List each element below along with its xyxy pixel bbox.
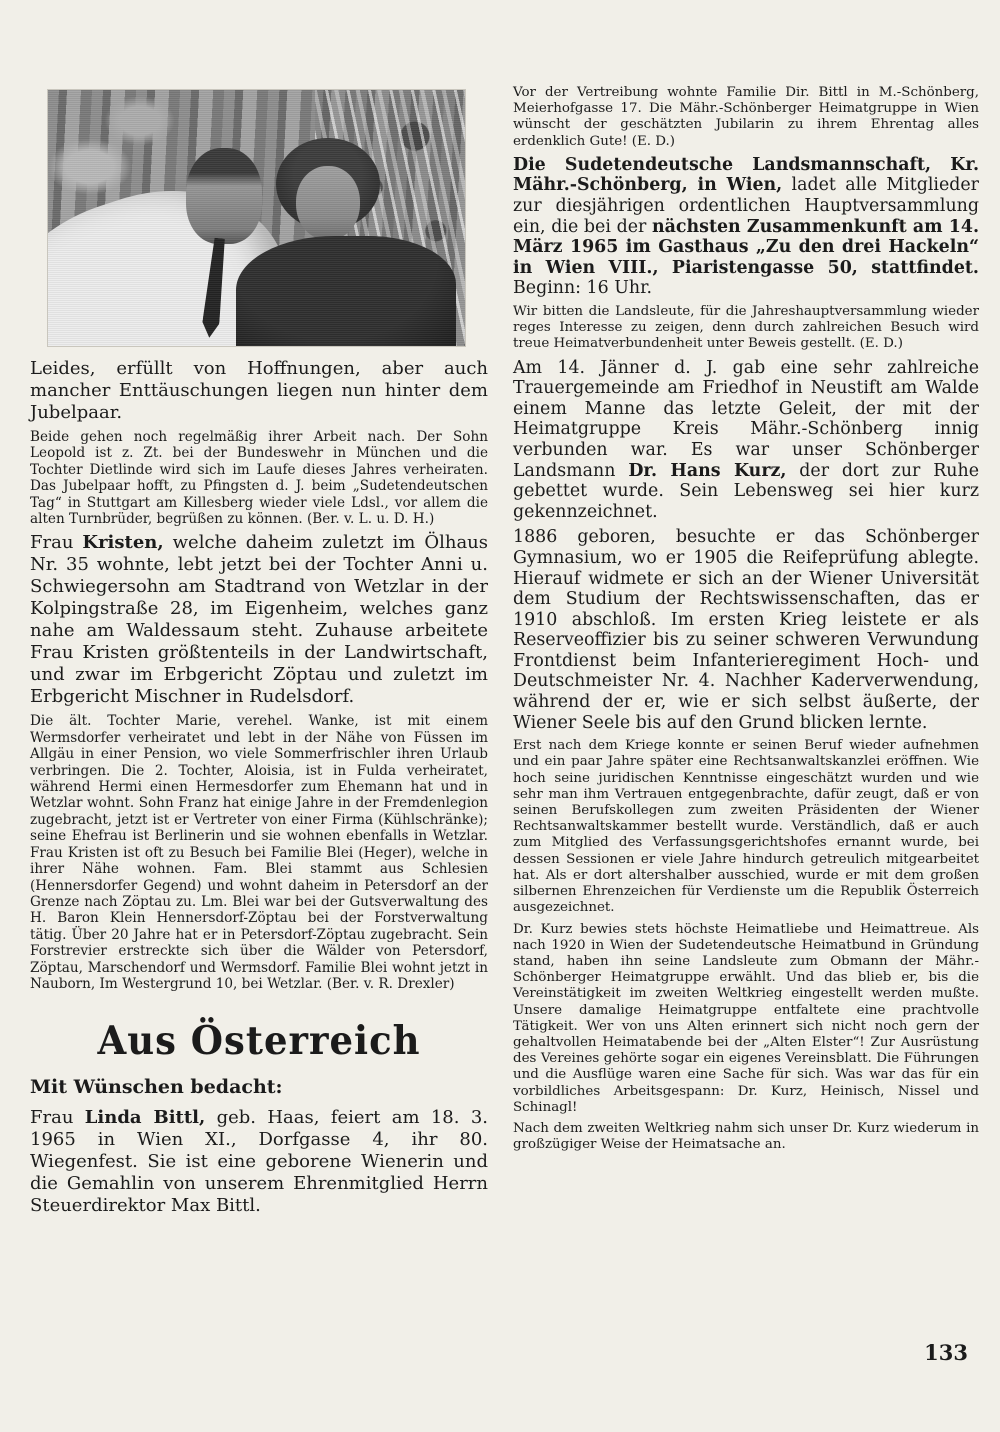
paragraph-kristen-post: welche daheim zuletzt im Ölhaus Nr. 35 wohnte, lebt jetzt bei der Tochter Anni u. Schwiegersohn am Stadtrand von Wetzlar in der Kolpingstraße 28, im Eigenheim, welches ganz nahe am Waldessaum steht. Zuhause arbeitete Frau Kristen größtenteils in der Landwirtschaft, und zwar im Erbgericht Zöptau und zuletzt im Erbgericht Mischner in Rudelsdorf. [30,532,489,708]
photo-caption: Leides, erfüllt von Hoffnungen, aber auch mancher Enttäuschungen liegen nun hinter dem Jubelpaar. [30,358,488,423]
jubilee-couple-photo [48,90,465,346]
paragraph-linda-pre: Frau [30,1107,85,1129]
right-column [513,85,979,1158]
paragraph-kristen-pre: Frau [30,532,83,554]
paragraph-biography: 1886 geboren, besuchte er das Schönberger Gymnasium, wo er 1905 die Reifeprüfung ablegte. Hierauf widmete er sich an der Wiener Universität dem Studium der Rechtswissenschaften, das er 1910 abschloß. Im ersten Krieg leistete er als Reserveoffizier bis zu seiner schweren Verwundung Frontdienst beim Infanterieregiment Hoch- und Deutschmeister Nr. 4. Nachher Kaderverwendung, während der er, wie er sich selbst äußerte, der Wiener Seele bis auf den Grund blicken lernte. [513,527,979,733]
paragraph-landsmannschaft-bold-intro: Die Sudetendeutsche Landsmannschaft, Kr. Mähr.-Schönberg, in Wien, [513,154,979,196]
paragraph-kristen-bold: Kristen, [82,532,164,554]
paragraph-funeral-bold: Dr. Hans Kurz, [628,460,787,481]
paragraph-linda-post: geb. Haas, feiert am 18. 3. 1965 in Wien XI., Dorfgasse 4, ihr 80. Wiegenfest. Sie ist eine geborene Wienerin und die Gemahlin von unserem Ehrenmitglied Herrn Steuerdirektor Max Bittl. [30,1107,488,1217]
paragraph-landsmannschaft [513,155,979,299]
paragraph-career: Erst nach dem Kriege konnte er seinen Beruf wieder aufnehmen und ein paar Jahre später eine Rechtsanwaltskanzlei eröffnen. Wie hoch seine juridischen Kenntnisse eingeschätzt wurden und wie sehr man ihm Vertrauen entgegenbrachte, dafür zeugt, daß er von seinen Berufskollegen zum zweiten Präsidenten der Wiener Rechtsanwaltskammer bestellt wurde. Verständlich, daß er auch zum Mitglied des Verfassungsgerichtshofes ernannt wurde, bei dessen Sessionen er viele Jahre hindurch getreulich mitgearbeitet hat. Als er dort altershalber ausschied, wurde er mit dem großen silbernen Ehrenzeichen für Verdienste um die Republik Österreich ausgezeichnet. [513,738,979,916]
paragraph-kristen [30,532,488,708]
photo-grain-overlay [48,90,465,346]
paragraph-funeral-post: der dort zur Ruhe gebettet wurde. Sein Lebensweg sei hier kurz gekennzeichnet. [513,460,980,522]
paragraph-landsmannschaft-ending: Beginn: 16 Uhr. [513,278,652,299]
section-heading-aus-oesterreich: Aus Österreich [97,1017,421,1064]
paragraph-vertreibung: Vor der Vertreibung wohnte Familie Dir. Bittl in M.-Schönberg, Meierhofgasse 17. Die Mähr.-Schönberger Heimatgruppe in Wien wünscht der geschätzten Jubilarin zu ihrem Ehrentag alles erdenklich Gute! (E. D.) [513,85,979,149]
paragraph-linda-bold: Linda Bittl, [84,1107,206,1129]
paragraph-heimattreue: Dr. Kurz bewies stets höchste Heimatliebe und Heimattreue. Als nach 1920 in Wien der Sudetendeutsche Heimatbund in Gründung stand, haben ihn seine Landsleute zum Obmann der Mähr.-Schönberger Heimatgruppe erwählt. Und das blieb er, bis die Vereinstätigkeit im zweiten Weltkrieg eingestellt werden mußte. Unsere damalige Heimatgruppe entfaltete eine prachtvolle Tätigkeit. Wer von uns Alten erinnert sich nicht noch gern der gehaltvollen Heimatabende bei der „Alten Elster“! Zur Ausrüstung des Vereines gehörte sogar ein eigenes Vereinsblatt. Die Führungen und die Ausflüge waren eine Sache für sich. Was war das für ein vorbildliches Arbeitsgespann: Dr. Kurz, Heinisch, Nissel und Schinagl! [513,921,979,1115]
left-column [30,85,488,1222]
paragraph-interest: Wir bitten die Landsleute, für die Jahreshauptversammlung wieder reges Interesse zu zeigen, denn durch zahlreichen Besuch wird treue Heimatverbundenheit unter Beweis gestellt. (E. D.) [513,303,979,352]
paragraph-landsmannschaft-bold-event: nächsten Zusammenkunft am 14. März 1965 im Gasthaus „Zu den drei Hackeln“ in Wien VIII., Piaristengasse 50, stattfindet. [513,216,979,278]
subheading-mit-wuenschen: Mit Wünschen bedacht: [30,1076,283,1099]
paragraph-funeral [513,358,979,523]
paragraph-landsmannschaft-middle: ladet alle Mitglieder zur diesjährigen ordentlichen Hauptversammlung ein, die bei der [513,175,979,237]
paragraph-postwar: Nach dem zweiten Weltkrieg nahm sich unser Dr. Kurz wiederum in großzügiger Weise der Heimatsache an. [513,1120,979,1153]
page-number: 133 [924,1340,968,1365]
paragraph-work: Beide gehen noch regelmäßig ihrer Arbeit nach. Der Sohn Leopold ist z. Zt. bei der Bundeswehr in München und die Tochter Dietlinde wird sich im Laufe dieses Jahres verheiraten. Das Jubelpaar hofft, zu Pfingsten d. J. beim „Sudetendeutschen Tag“ in Stuttgart am Killesberg wieder viele Ldsl., vor allem die alten Turnbrüder, begrüßen zu können. (Ber. v. L. u. D. H.) [30,429,488,528]
paragraph-family: Die ält. Tochter Marie, verehel. Wanke, ist mit einem Wermsdorfer verheiratet und lebt in der Nähe von Füssen im Allgäu in einer Pension, wo viele Sommerfrischler ihren Urlaub verbringen. Die 2. Tochter, Aloisia, ist in Fulda verheiratet, während Hermi einen Hermesdorfer zum Ehemann hat und in Wetzlar wohnt. Sohn Franz hat einige Jahre in der Fremdenlegion zugebracht, jetzt ist er Vertreter von einer Firma (Kühlschränke); seine Ehefrau ist Berlinerin und sie wohnen ebenfalls in Wetzlar. Frau Kristen ist oft zu Besuch bei Familie Blei (Heger), welche in ihrer Nähe wohnen. Fam. Blei stammt aus Schlesien (Hennersdorfer Gegend) und wohnt daheim in Petersdorf an der Grenze nach Zöptau zu. Lm. Blei war bei der Gutsverwaltung des H. Baron Klein Hennersdorf-Zöptau bei der Forstverwaltung tätig. Über 20 Jahre hat er in Petersdorf-Zöptau zugebracht. Sein Forstrevier erstreckte sich über die Wälder von Petersdorf, Zöptau, Marschendorf und Wermsdorf. Familie Blei wohnt jetzt in Nauborn, Im Westergrund 10, bei Wetzlar. (Ber. v. R. Drexler) [30,713,488,992]
paragraph-funeral-pre: Am 14. Jänner d. J. gab eine sehr zahlreiche Trauergemeinde am Friedhof in Neustift am Walde einem Manne das letzte Geleit, der mit der Heimatgruppe Kreis Mähr.-Schönberg innig verbunden war. Es war unser Schönberger Landsmann [513,357,979,481]
paragraph-linda [30,1107,488,1217]
